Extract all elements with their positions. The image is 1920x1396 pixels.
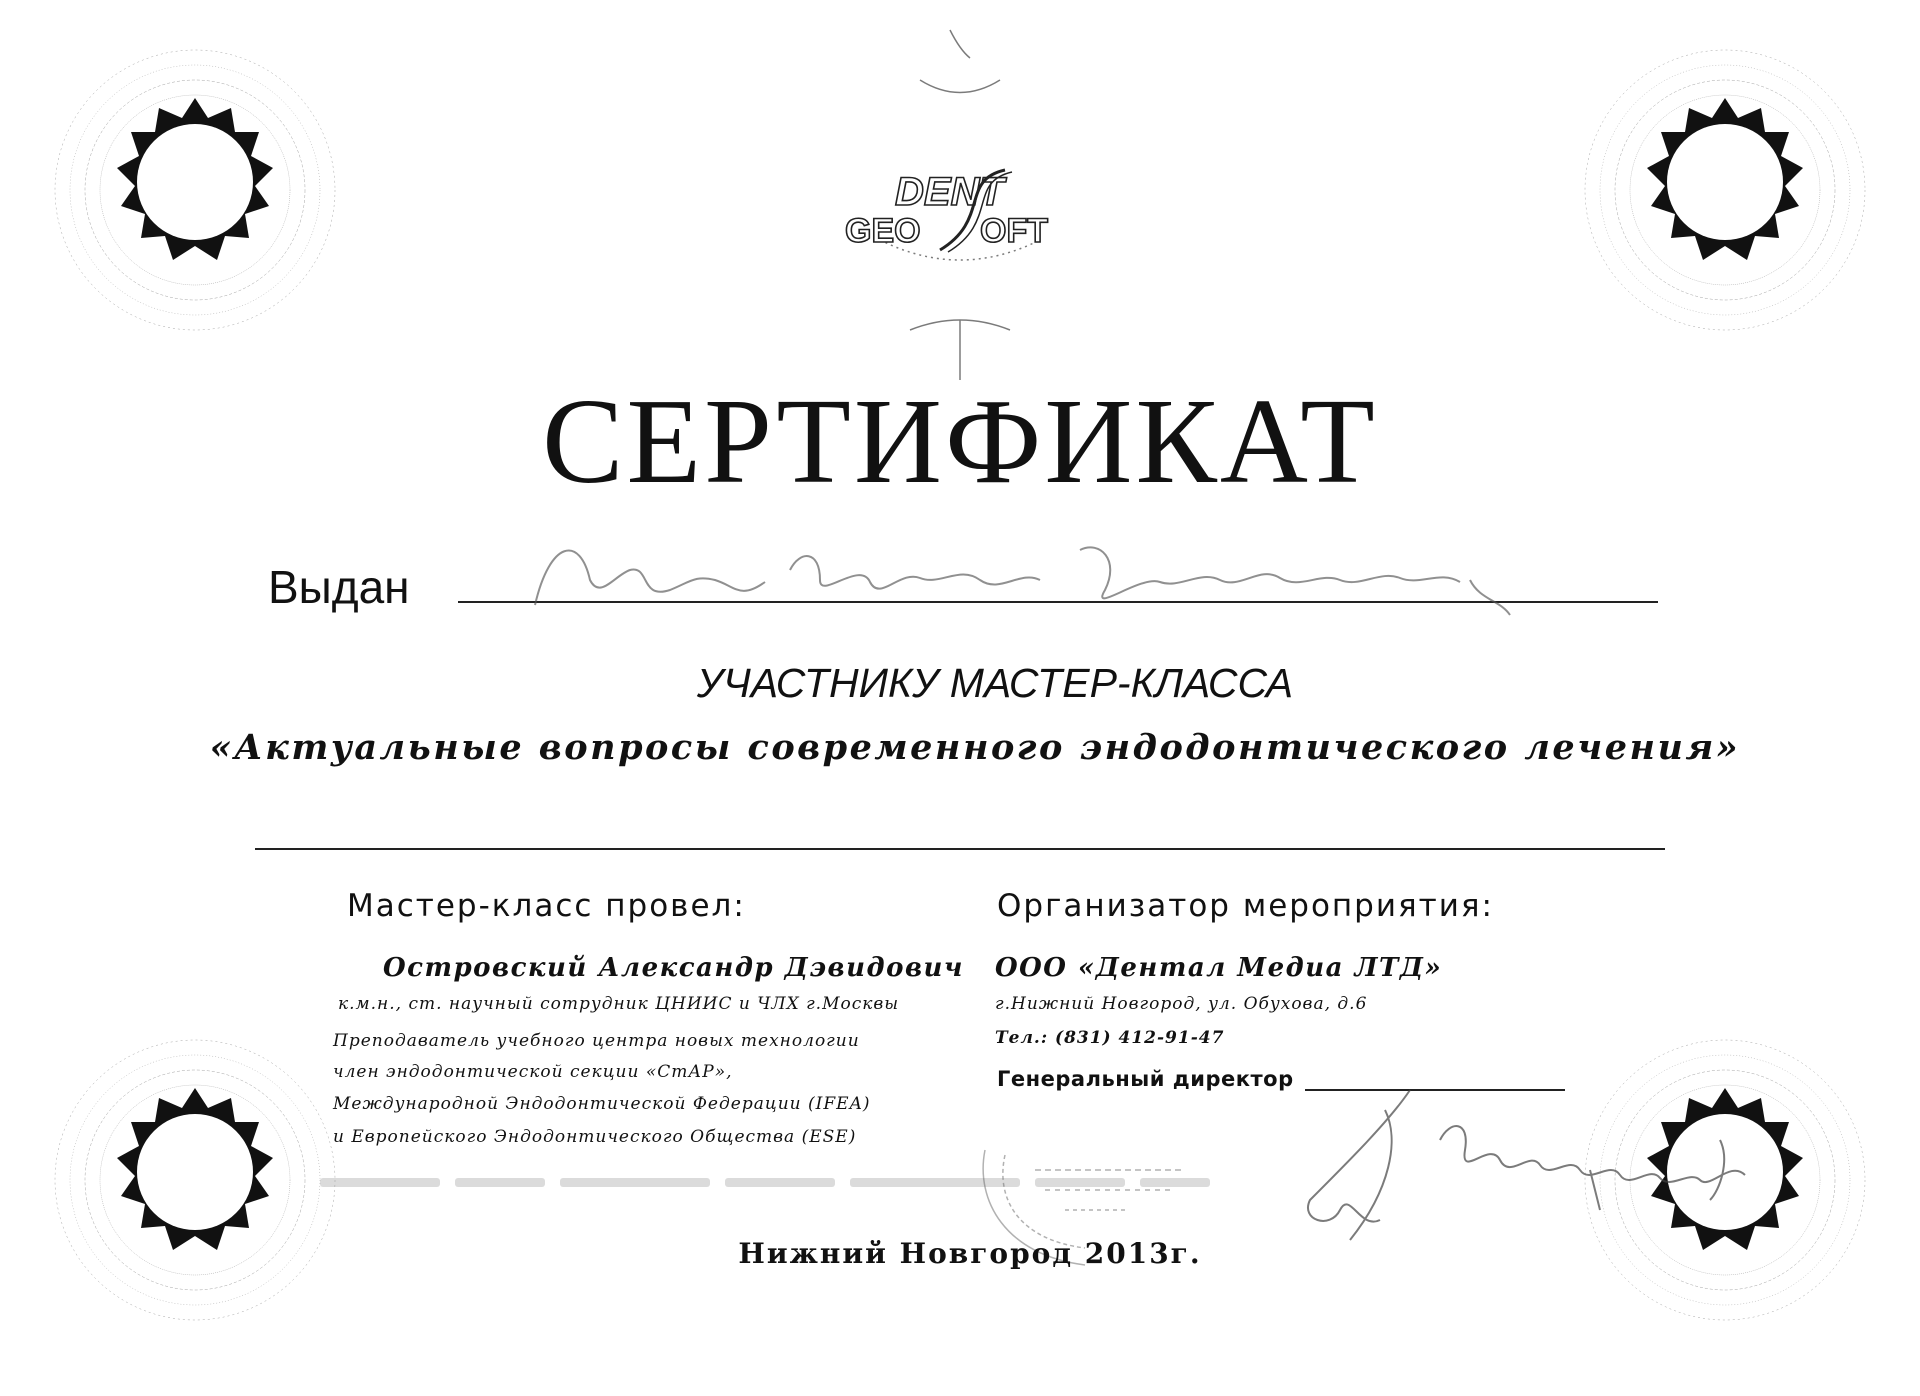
director-signature-icon: [1290, 1080, 1770, 1250]
logo-text-left: GEO: [845, 212, 921, 250]
instructor-detail: и Европейского Эндодонтического Общества (ESE): [333, 1127, 857, 1147]
organizer-address: г.Нижний Новгород, ул. Обухова, д.6: [995, 994, 1368, 1014]
issued-label: Выдан: [268, 561, 410, 613]
logo-text-right: OFT: [980, 212, 1048, 250]
instructor-heading: Мастер-класс провел:: [347, 888, 746, 924]
instructor-detail: к.м.н., ст. научный сотрудник ЦНИИС и ЧЛХ г.Москвы: [338, 994, 900, 1014]
footer-place-year: Нижний Новгород 2013г.: [738, 1237, 1202, 1270]
organizer-name: ООО «Дентал Медиа ЛТД»: [995, 953, 1443, 983]
instructor-detail: член эндодонтической секции «СтАР»,: [333, 1062, 733, 1082]
rosette-top-right-icon: [1575, 40, 1875, 340]
certificate-title: СЕРТИФИКАТ: [542, 374, 1378, 509]
dentsoft-logo: [840, 160, 1070, 260]
rosette-bottom-left-icon: [45, 1030, 345, 1330]
rosette-top-left-icon: [45, 40, 345, 340]
instructor-detail: Международной Эндодонтической Федерации (IFEA): [333, 1094, 871, 1114]
organizer-heading: Организатор мероприятия:: [997, 888, 1494, 924]
instructor-name: Островский Александр Дэвидович: [383, 953, 965, 983]
recipient-signature-icon: [520, 520, 1640, 630]
director-label: Генеральный директор: [997, 1067, 1294, 1091]
section-divider: [255, 848, 1665, 850]
logo-text-top: DENT: [895, 170, 1004, 214]
organizer-phone: Тел.: (831) 412-91-47: [995, 1028, 1225, 1048]
instructor-detail: Преподаватель учебного центра новых технологии: [333, 1031, 860, 1051]
course-title: «Актуальные вопросы современного эндодонтического лечения»: [209, 727, 1741, 768]
participant-line: УЧАСТНИКУ МАСТЕР-КЛАССА: [696, 660, 1294, 706]
